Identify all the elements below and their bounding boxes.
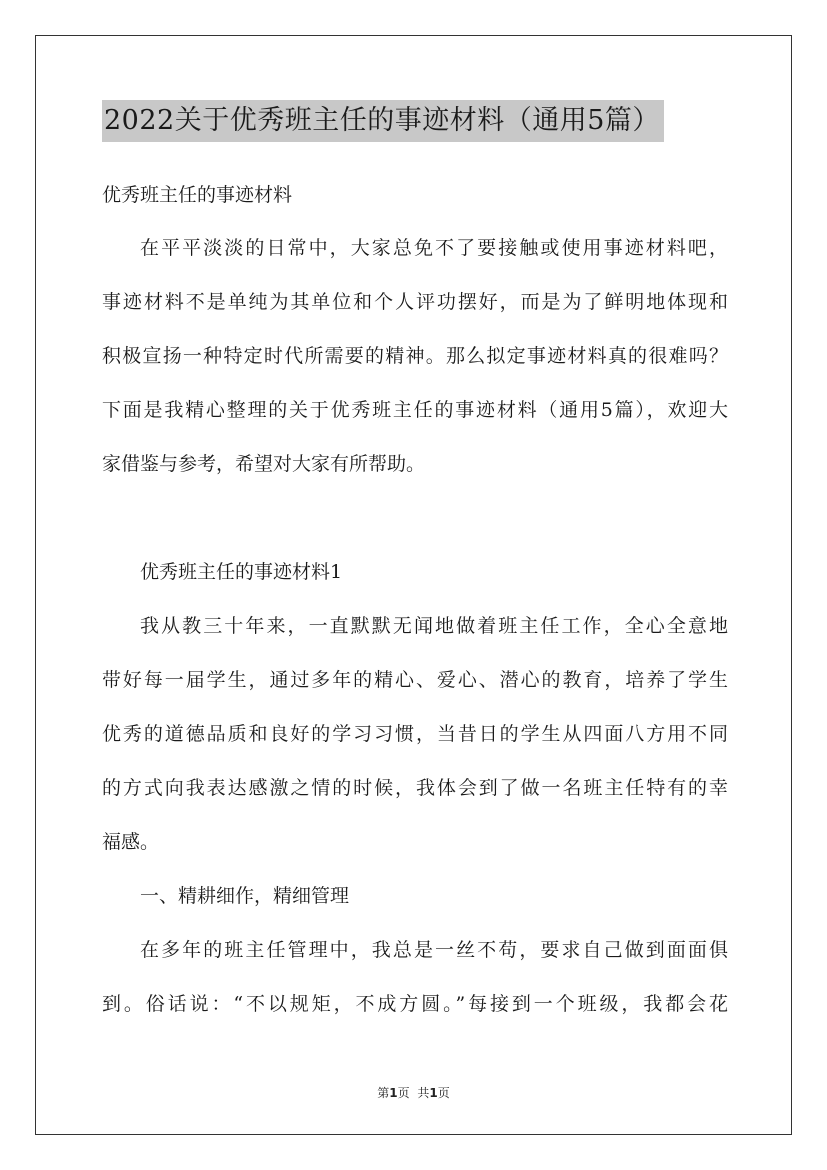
footer-total-number: 1 bbox=[429, 1086, 438, 1100]
paragraph-line: 的方式向我表达感激之情的时候，我体会到了做一名班主任特有的幸 bbox=[102, 777, 728, 799]
section-heading: 优秀班主任的事迹材料1 bbox=[140, 561, 343, 583]
paragraph-line: 带好每一届学生，通过多年的精心、爱心、潜心的教育，培养了学生 bbox=[102, 669, 728, 691]
document-title-wrap bbox=[102, 100, 664, 142]
footer-page-suffix: 页 bbox=[397, 1086, 410, 1100]
subheading: 优秀班主任的事迹材料 bbox=[102, 184, 293, 206]
page-footer bbox=[0, 1084, 827, 1101]
paragraph-line: 事迹材料不是单纯为其单位和个人评功摆好，而是为了鲜明地体现和 bbox=[102, 291, 728, 313]
footer-page-number: 1 bbox=[389, 1086, 398, 1100]
document-title: 2022关于优秀班主任的事迹材料（通用5篇） bbox=[102, 100, 664, 142]
paragraph-line: 下面是我精心整理的关于优秀班主任的事迹材料（通用5篇），欢迎大 bbox=[102, 399, 728, 421]
footer-total-prefix: 共 bbox=[417, 1086, 430, 1100]
intro-paragraph bbox=[102, 221, 728, 491]
section1-paragraph bbox=[102, 599, 728, 869]
paragraph-line: 优秀的道德品质和良好的学习习惯，当昔日的学生从四面八方用不同 bbox=[102, 723, 728, 745]
paragraph-line: 在多年的班主任管理中，我总是一丝不苟，要求自己做到面面俱 bbox=[140, 939, 728, 961]
paragraph-line: 福感。 bbox=[102, 831, 160, 853]
paragraph-line: 到。俗话说：“不以规矩，不成方圆。”每接到一个班级，我都会花 bbox=[102, 993, 728, 1015]
footer-total-suffix: 页 bbox=[437, 1086, 450, 1100]
section-heading: 一、精耕细作，精细管理 bbox=[140, 885, 350, 907]
paragraph-line: 家借鉴与参考，希望对大家有所帮助。 bbox=[102, 453, 426, 475]
footer-page-prefix: 第 bbox=[377, 1086, 390, 1100]
paragraph-line: 积极宣扬一种特定时代所需要的精神。那么拟定事迹材料真的很难吗？ bbox=[102, 345, 728, 367]
paragraph-line: 在平平淡淡的日常中，大家总免不了要接触或使用事迹材料吧， bbox=[140, 237, 728, 259]
section2-paragraph bbox=[102, 923, 728, 1031]
paragraph-line: 我从教三十年来，一直默默无闻地做着班主任工作，全心全意地 bbox=[140, 615, 728, 637]
